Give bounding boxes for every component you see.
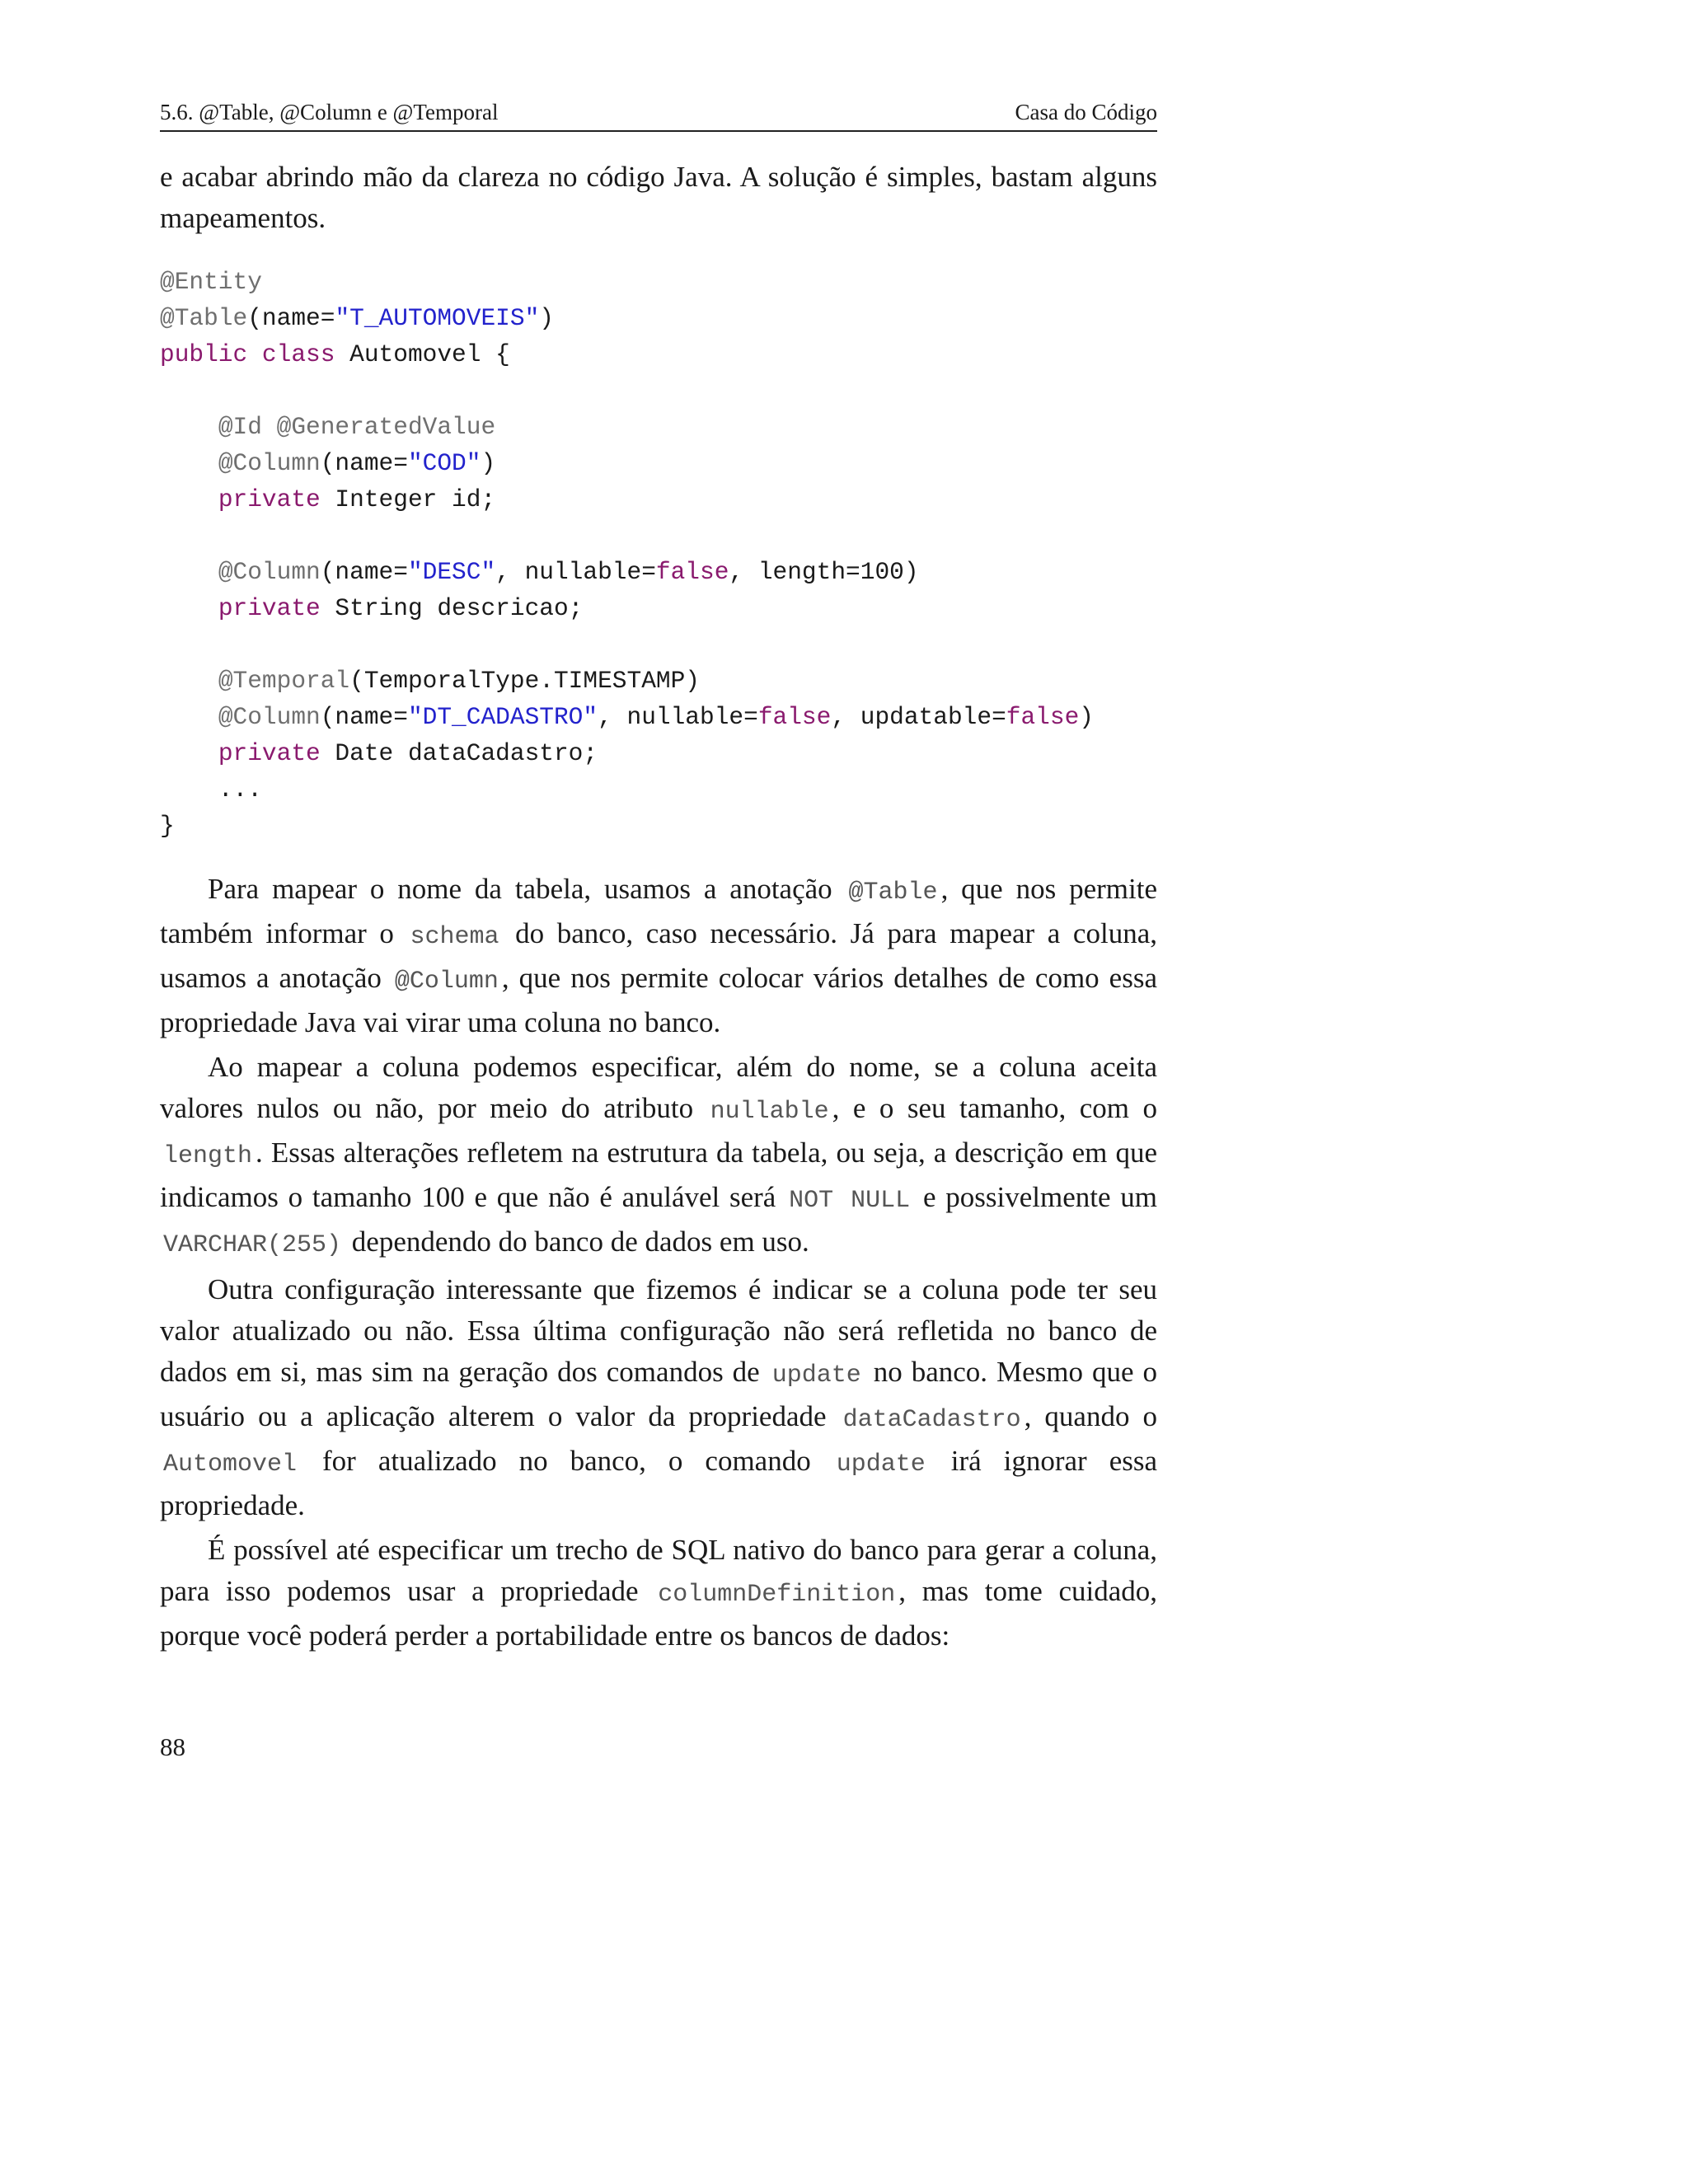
page-number: 88: [160, 1732, 185, 1761]
code-line: private Date dataCadastro;: [218, 739, 598, 767]
code-line: @Temporal(TemporalType.TIMESTAMP): [218, 667, 701, 695]
code-line-blank: [160, 373, 1157, 409]
code-line: public class Automovel {: [160, 340, 510, 368]
code-listing: [160, 264, 1157, 844]
inline-code: update: [836, 1451, 926, 1479]
book-title: Casa do Código: [1015, 100, 1157, 124]
inline-code: @Table: [848, 879, 938, 907]
running-header: [160, 97, 1157, 132]
code-line: @Table(name="T_AUTOMOVEIS"): [160, 304, 554, 332]
inline-code: length: [163, 1142, 253, 1170]
inline-code: NOT NULL: [789, 1187, 911, 1215]
book-page: [160, 97, 1157, 1657]
code-line: }: [160, 812, 175, 840]
paragraph-updatable: Outra configuração interessante que fizemos é indicar se a coluna pode ter seu valor atualizado ou não. Essa última configuração não será refletida no banco de dados em si, mas sim na geração dos comandos de update no banco. Mesmo que o usuário ou a aplicação alterem o valor da propriedade dataCadastro , quando o Automovel for atualizado no banco, o comando update irá ignorar essa propriedade.: [160, 1273, 1158, 1521]
code-line: @Entity: [160, 268, 262, 296]
inline-code: update: [771, 1361, 861, 1390]
code-line: @Column(name="DT_CADASTRO", nullable=false, updatable=false): [218, 703, 1094, 731]
code-line: @Column(name="COD"): [218, 449, 496, 477]
code-line: ...: [218, 776, 262, 804]
inline-code: columnDefinition: [658, 1581, 896, 1609]
code-line: @Column(name="DESC", nullable=false, length=100): [218, 558, 919, 586]
section-title: 5.6. @Table, @Column e @Temporal: [160, 100, 499, 124]
paragraph-table-column: Para mapear o nome da tabela, usamos a anotação @Table , que nos permite também informar o schema do banco, caso necessário. Já para mapear a coluna, usamos a anotação @Column , que nos permite colocar vários detalhes de como essa propriedade Java vai virar uma coluna no banco.: [160, 873, 1157, 1038]
intro-paragraph: e acabar abrindo mão da clareza no código Java. A solução é simples, bastam alguns mapeamentos.: [160, 161, 1157, 234]
inline-code: schema: [410, 923, 499, 951]
inline-code: VARCHAR(255): [163, 1231, 342, 1259]
code-line-blank: [160, 626, 1157, 663]
code-line: private String descricao;: [218, 594, 584, 622]
inline-code: dataCadastro: [842, 1406, 1021, 1434]
code-line: private Integer id;: [218, 485, 496, 513]
code-line: @Id @GeneratedValue: [218, 413, 496, 441]
inline-code: @Column: [394, 968, 499, 996]
code-line-blank: [160, 518, 1157, 554]
paragraph-column-definition: É possível até especificar um trecho de SQL nativo do banco para gerar a coluna, para isso podemos usar a propriedade columnDefinition , mas tome cuidado, porque você poderá perder a portabilidade entre os bancos de dados:: [160, 1534, 1157, 1652]
paragraph-nullable-length: Ao mapear a coluna podemos especificar, além do nome, se a coluna aceita valores nulos ou não, por meio do atributo nullable , e o seu tamanho, com o length . Essas alterações refletem na estrutura da tabela, ou seja, a descrição em que indicamos o tamanho 100 e que não é anulável será NOT NULL e possivelmente um VARCHAR(255) dependendo do banco de dados em uso.: [160, 1051, 1158, 1259]
inline-code: Automovel: [163, 1451, 298, 1479]
inline-code: nullable: [710, 1098, 829, 1126]
